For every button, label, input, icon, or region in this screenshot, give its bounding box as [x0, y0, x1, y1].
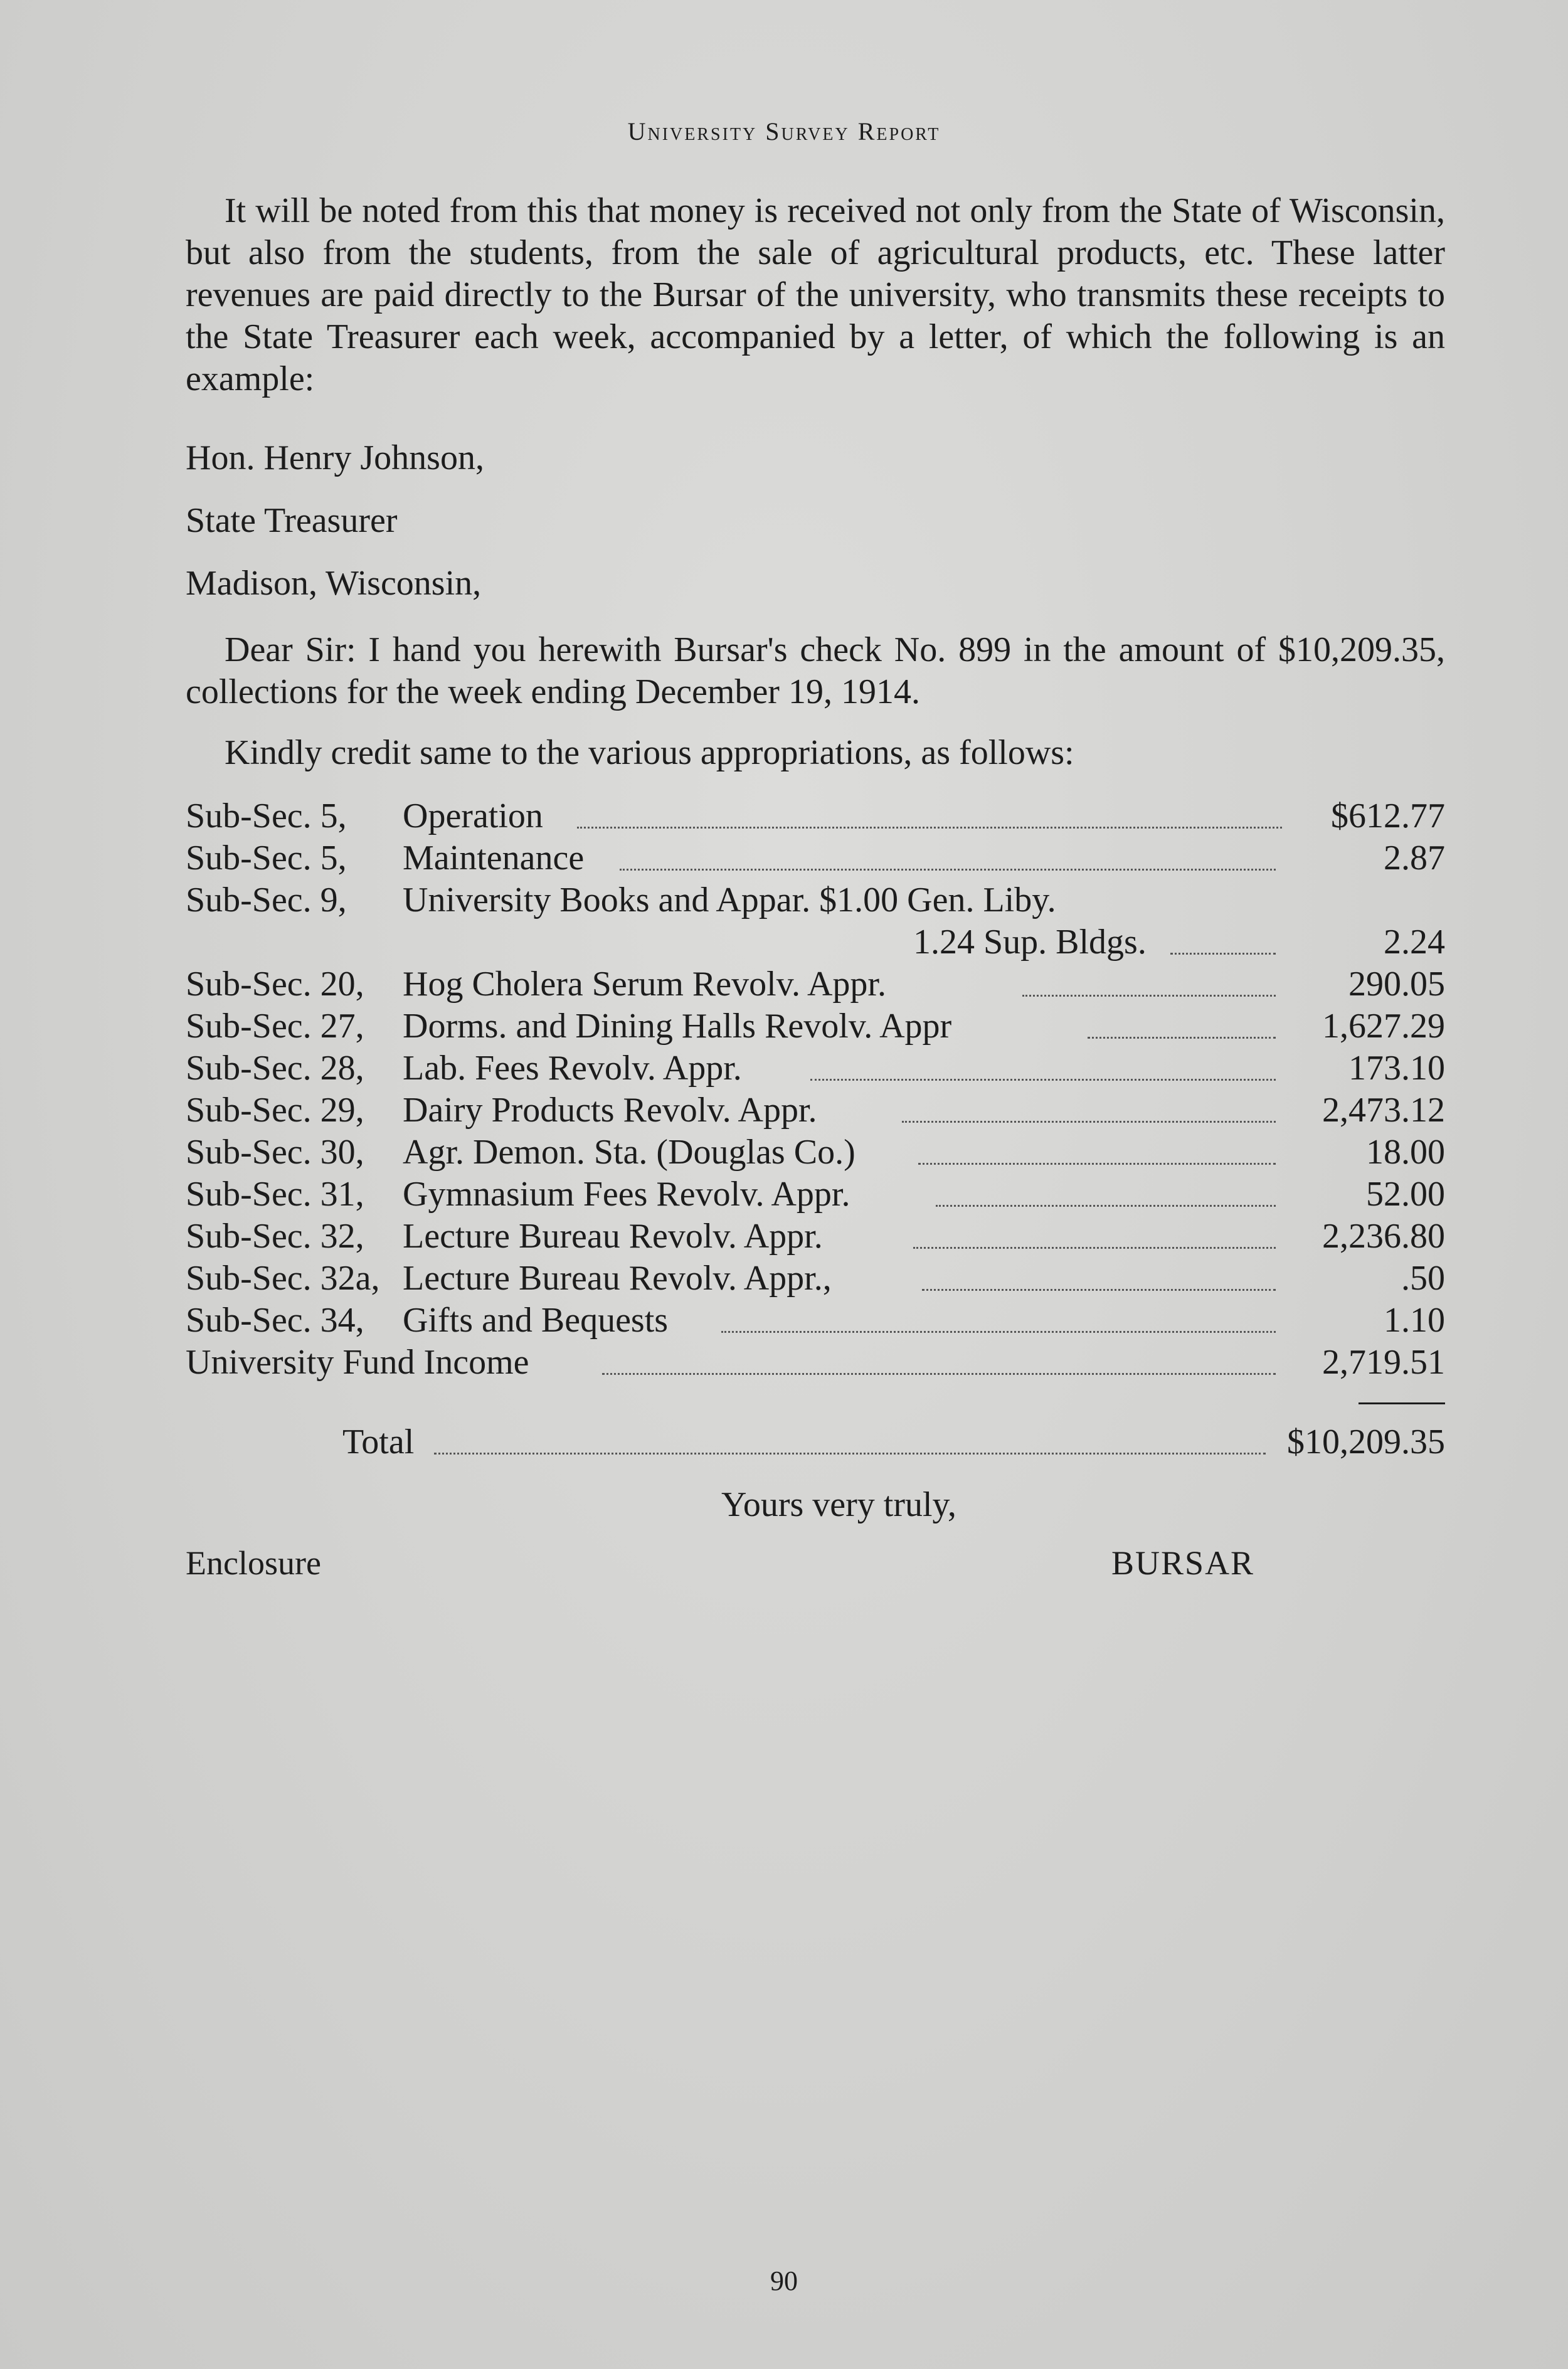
total-row — [186, 1421, 1445, 1463]
signer: BURSAR — [1111, 1544, 1255, 1582]
subsection-label: Sub-Sec. 29, — [186, 1091, 364, 1130]
item-amount: 2,473.12 — [1322, 1091, 1445, 1130]
item-description: Agr. Demon. Sta. (Douglas Co.) — [403, 1133, 856, 1172]
item-amount: 2,236.80 — [1322, 1217, 1445, 1256]
item-amount: 1,627.29 — [1322, 1007, 1445, 1046]
leader-dots — [1022, 995, 1276, 997]
leader-dots — [918, 1163, 1276, 1165]
list-item — [186, 1174, 1445, 1216]
leader-dots — [434, 1453, 1266, 1455]
item-description: Maintenance — [403, 839, 585, 877]
leader-dots — [721, 1331, 1276, 1333]
addressee-title: State Treasurer — [186, 501, 398, 540]
item-description: Lab. Fees Revolv. Appr. — [403, 1049, 742, 1088]
subsection-label: Sub-Sec. 5, — [186, 839, 347, 877]
credit-line: Kindly credit same to the various appropriations, as follows: — [225, 733, 1074, 772]
item-amount: 173.10 — [1348, 1049, 1445, 1088]
subsection-label: Sub-Sec. 32a, — [186, 1259, 380, 1298]
subsection-label: University Fund Income — [186, 1343, 529, 1382]
list-item — [186, 1216, 1445, 1258]
leader-dots — [620, 869, 1276, 871]
leader-dots — [810, 1079, 1276, 1081]
list-item — [186, 963, 1445, 1005]
item-description: Dorms. and Dining Halls Revolv. Appr — [403, 1007, 952, 1046]
item-amount: 1.10 — [1384, 1301, 1445, 1340]
leader-dots — [936, 1205, 1276, 1207]
leader-dots — [1088, 1037, 1276, 1039]
total-label: Total — [342, 1423, 415, 1461]
total-rule — [1359, 1402, 1445, 1404]
list-item — [186, 837, 1445, 879]
leader-dots — [913, 1247, 1276, 1249]
item-description: Lecture Bureau Revolv. Appr. — [403, 1217, 823, 1256]
enclosure-note: Enclosure — [186, 1544, 321, 1582]
leader-dots — [577, 827, 1282, 829]
item-description: Hog Cholera Serum Revolv. Appr. — [403, 965, 886, 1004]
item-amount: 52.00 — [1366, 1175, 1445, 1214]
total-amount: $10,209.35 — [1287, 1423, 1445, 1461]
intro-paragraph: It will be noted from this that money is received not only from the State of Wisconsin, but also from the students, from the sale of agricultural products, etc. These latter revenues are paid directly to the Bursar of the university, who transmits these receipts to the State Treasurer each week, accompanied by a letter, of which the following is an example: — [186, 191, 1445, 398]
list-item — [186, 1258, 1445, 1300]
leader-dots — [902, 1121, 1276, 1123]
subsection-label: Sub-Sec. 31, — [186, 1175, 364, 1214]
list-item — [186, 1342, 1445, 1384]
item-description: Operation — [403, 797, 543, 835]
leader-dots — [602, 1373, 1276, 1375]
subsection-label: Sub-Sec. 27, — [186, 1007, 364, 1046]
addressee-name: Hon. Henry Johnson, — [186, 438, 484, 477]
subsection-label: Sub-Sec. 30, — [186, 1133, 364, 1172]
item-amount: 18.00 — [1366, 1133, 1445, 1172]
item-amount: 2.24 — [1384, 923, 1445, 962]
subsection-label: Sub-Sec. 9, — [186, 881, 347, 920]
subsection-label: Sub-Sec. 20, — [186, 965, 364, 1004]
item-description: Gymnasium Fees Revolv. Appr. — [403, 1175, 850, 1214]
list-item — [186, 1047, 1445, 1089]
appropriations-list — [186, 795, 1445, 1384]
subsection-label: Sub-Sec. 28, — [186, 1049, 364, 1088]
closing: Yours very truly, — [721, 1485, 956, 1524]
subsection-label: Sub-Sec. 5, — [186, 797, 347, 835]
list-item — [186, 1300, 1445, 1342]
item-description: Lecture Bureau Revolv. Appr., — [403, 1259, 832, 1298]
page-number: 90 — [770, 2266, 798, 2296]
item-description: 1.24 Sup. Bldgs. — [913, 923, 1147, 962]
addressee-location: Madison, Wisconsin, — [186, 564, 482, 603]
list-item — [186, 1005, 1445, 1047]
salutation-paragraph: Dear Sir: I hand you herewith Bursar's check No. 899 in the amount of $10,209.35, collections for the week ending December 19, 1914. — [186, 630, 1445, 711]
leader-dots — [1170, 953, 1276, 955]
list-item — [186, 795, 1445, 837]
list-item — [186, 921, 1445, 963]
item-amount: $612.77 — [1331, 797, 1445, 835]
subsection-label: Sub-Sec. 32, — [186, 1217, 364, 1256]
running-header: University Survey Report — [627, 117, 941, 146]
subsection-label: Sub-Sec. 34, — [186, 1301, 364, 1340]
item-description: Dairy Products Revolv. Appr. — [403, 1091, 817, 1130]
item-description: Gifts and Bequests — [403, 1301, 669, 1340]
leader-dots — [922, 1289, 1276, 1291]
list-item — [186, 1132, 1445, 1174]
item-amount: .50 — [1401, 1259, 1445, 1298]
list-item — [186, 1089, 1445, 1132]
item-description: University Books and Appar. $1.00 Gen. Liby. — [403, 881, 1056, 920]
item-amount: 290.05 — [1348, 965, 1445, 1004]
item-amount: 2,719.51 — [1322, 1343, 1445, 1382]
list-item — [186, 879, 1445, 921]
item-amount: 2.87 — [1384, 839, 1445, 877]
